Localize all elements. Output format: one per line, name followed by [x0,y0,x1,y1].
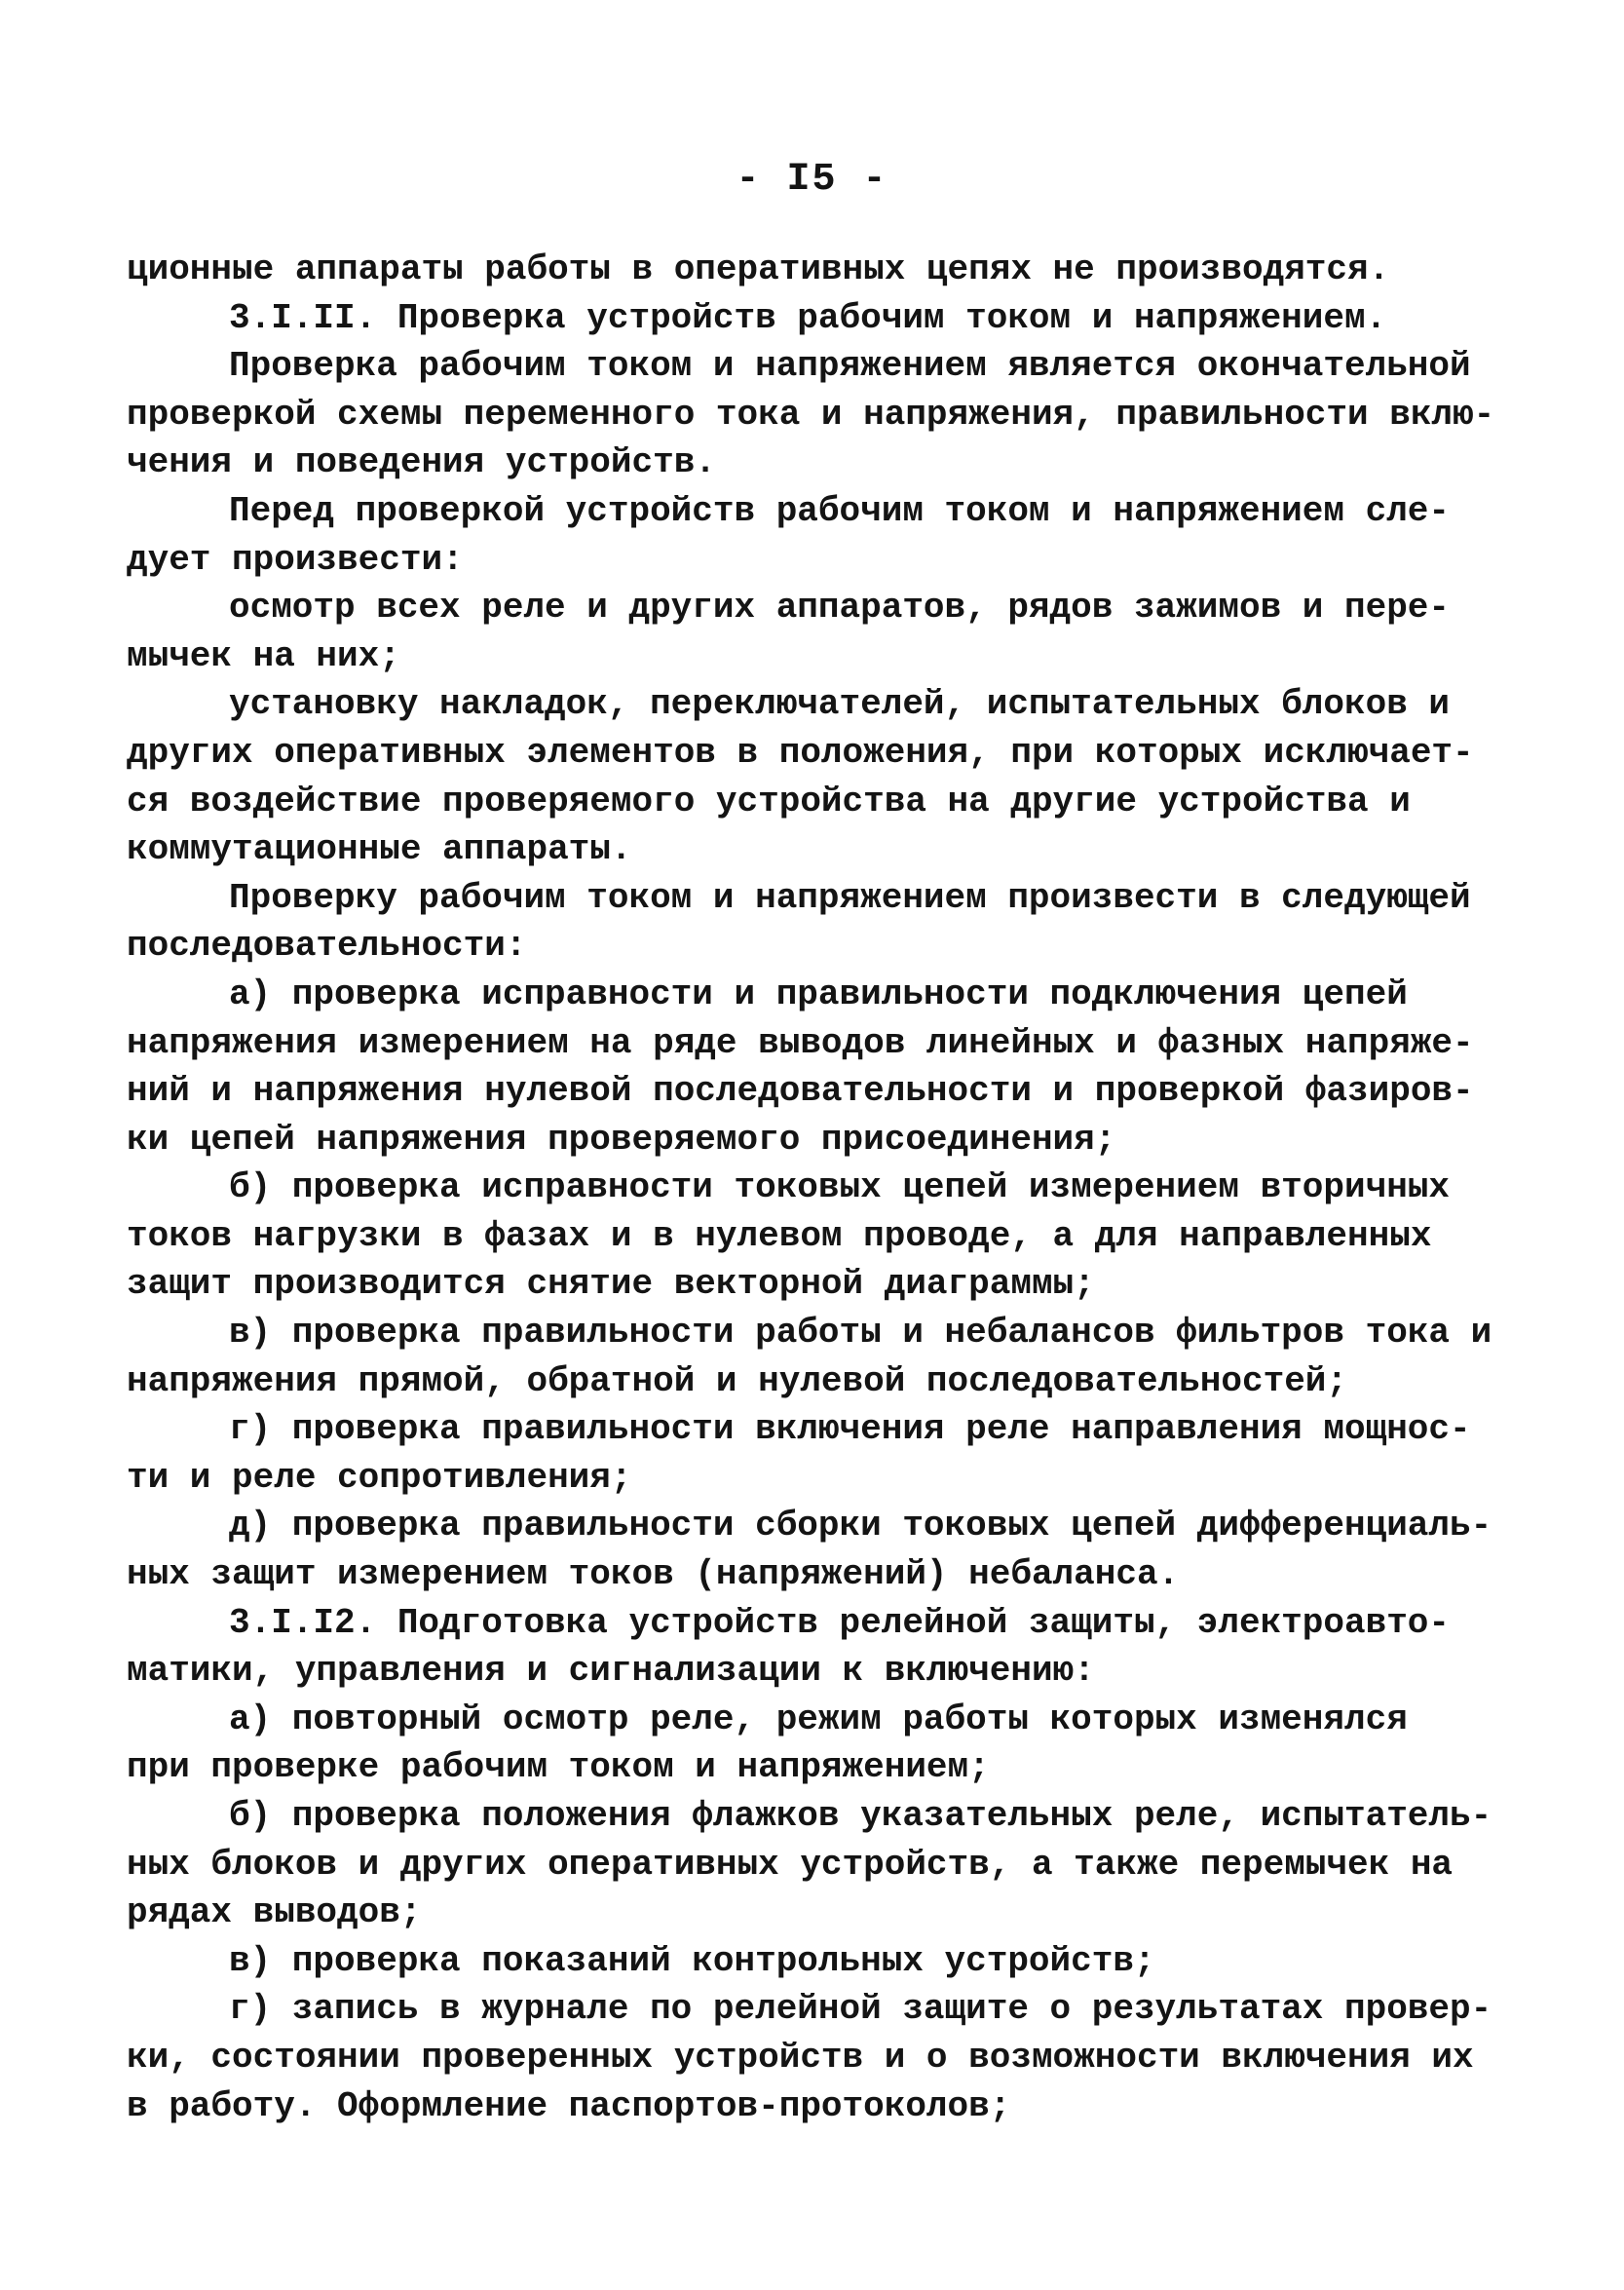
text-line: ти и реле сопротивления; [127,1457,632,1498]
text-line: ных блоков и других оперативных устройств, а также перемычек на [127,1844,1454,1885]
text-line: дует произвести: [127,539,464,580]
text-line: мычек на них; [127,635,400,676]
text-line: ний и напряжения нулевой последовательности и проверкой фазиров- [127,1071,1474,1112]
text-line: 3.I.I2. Подготовка устройств релейной защиты, электроавто- [229,1602,1451,1643]
text-line: ся воздействие проверяемого устройства на другие устройства и [127,781,1411,821]
text-line: ки, состоянии проверенных устройств и о возможности включения их [127,2037,1474,2078]
text-line: г) запись в журнале по релейной защите о результатах провер- [229,1989,1492,2030]
text-line: Проверку рабочим током и напряжением произвести в следующей [229,877,1471,918]
text-line: г) проверка правильности включения реле направления мощнос- [229,1409,1471,1450]
text-line: в) проверка показаний контрольных устройств; [229,1940,1155,1981]
text-line: Проверка рабочим током и напряжением является окончательной [229,346,1471,387]
text-line: проверкой схемы переменного тока и напряжения, правильности вклю- [127,394,1495,435]
text-line: осмотр всех реле и других аппаратов, рядов зажимов и пере- [229,588,1451,629]
text-line: напряжения прямой, обратной и нулевой последовательностей; [127,1360,1348,1401]
text-line: в) проверка правильности работы и небалансов фильтров тока и [229,1313,1492,1354]
text-line: последовательности: [127,926,527,967]
text-line: ционные аппараты работы в оперативных цепях не производятся. [127,249,1390,289]
text-line: защит производится снятие векторной диаграммы; [127,1264,1095,1305]
text-line: рядах выводов; [127,1892,422,1933]
text-line: а) проверка исправности и правильности подключения цепей [229,973,1408,1014]
text-line: токов нагрузки в фазах и в нулевом проводе, а для направленных [127,1215,1432,1256]
text-line: установку накладок, переключателей, испытательных блоков и [229,684,1451,725]
text-line: других оперативных элементов в положения, при которых исключает- [127,732,1474,773]
text-line: матики, управления и сигнализации к включению: [127,1651,1095,1692]
text-line: напряжения измерением на ряде выводов линейных и фазных напряже- [127,1022,1474,1063]
text-line: при проверке рабочим током и напряжением; [127,1747,990,1788]
text-line: коммутационные аппараты. [127,829,632,870]
text-line: Перед проверкой устройств рабочим током и напряжением сле- [229,490,1451,531]
text-line: ных защит измерением токов (напряжений) небаланса. [127,1554,1180,1595]
text-line: д) проверка правильности сборки токовых цепей дифференциаль- [229,1506,1492,1546]
text-line: ки цепей напряжения проверяемого присоединения; [127,1119,1116,1160]
body-text [127,246,1530,2130]
text-line: б) проверка положения флажков указательных реле, испытатель- [229,1796,1492,1836]
text-line: а) повторный осмотр реле, режим работы которых изменялся [229,1698,1408,1739]
text-line: 3.I.II. Проверка устройств рабочим током и напряжением. [229,297,1387,338]
text-line: в работу. Оформление паспортов-протоколов; [127,2085,1011,2126]
text-line: чения и поведения устройств. [127,442,716,483]
text-line: б) проверка исправности токовых цепей измерением вторичных [229,1167,1451,1208]
page-number: - I5 - [736,158,888,202]
